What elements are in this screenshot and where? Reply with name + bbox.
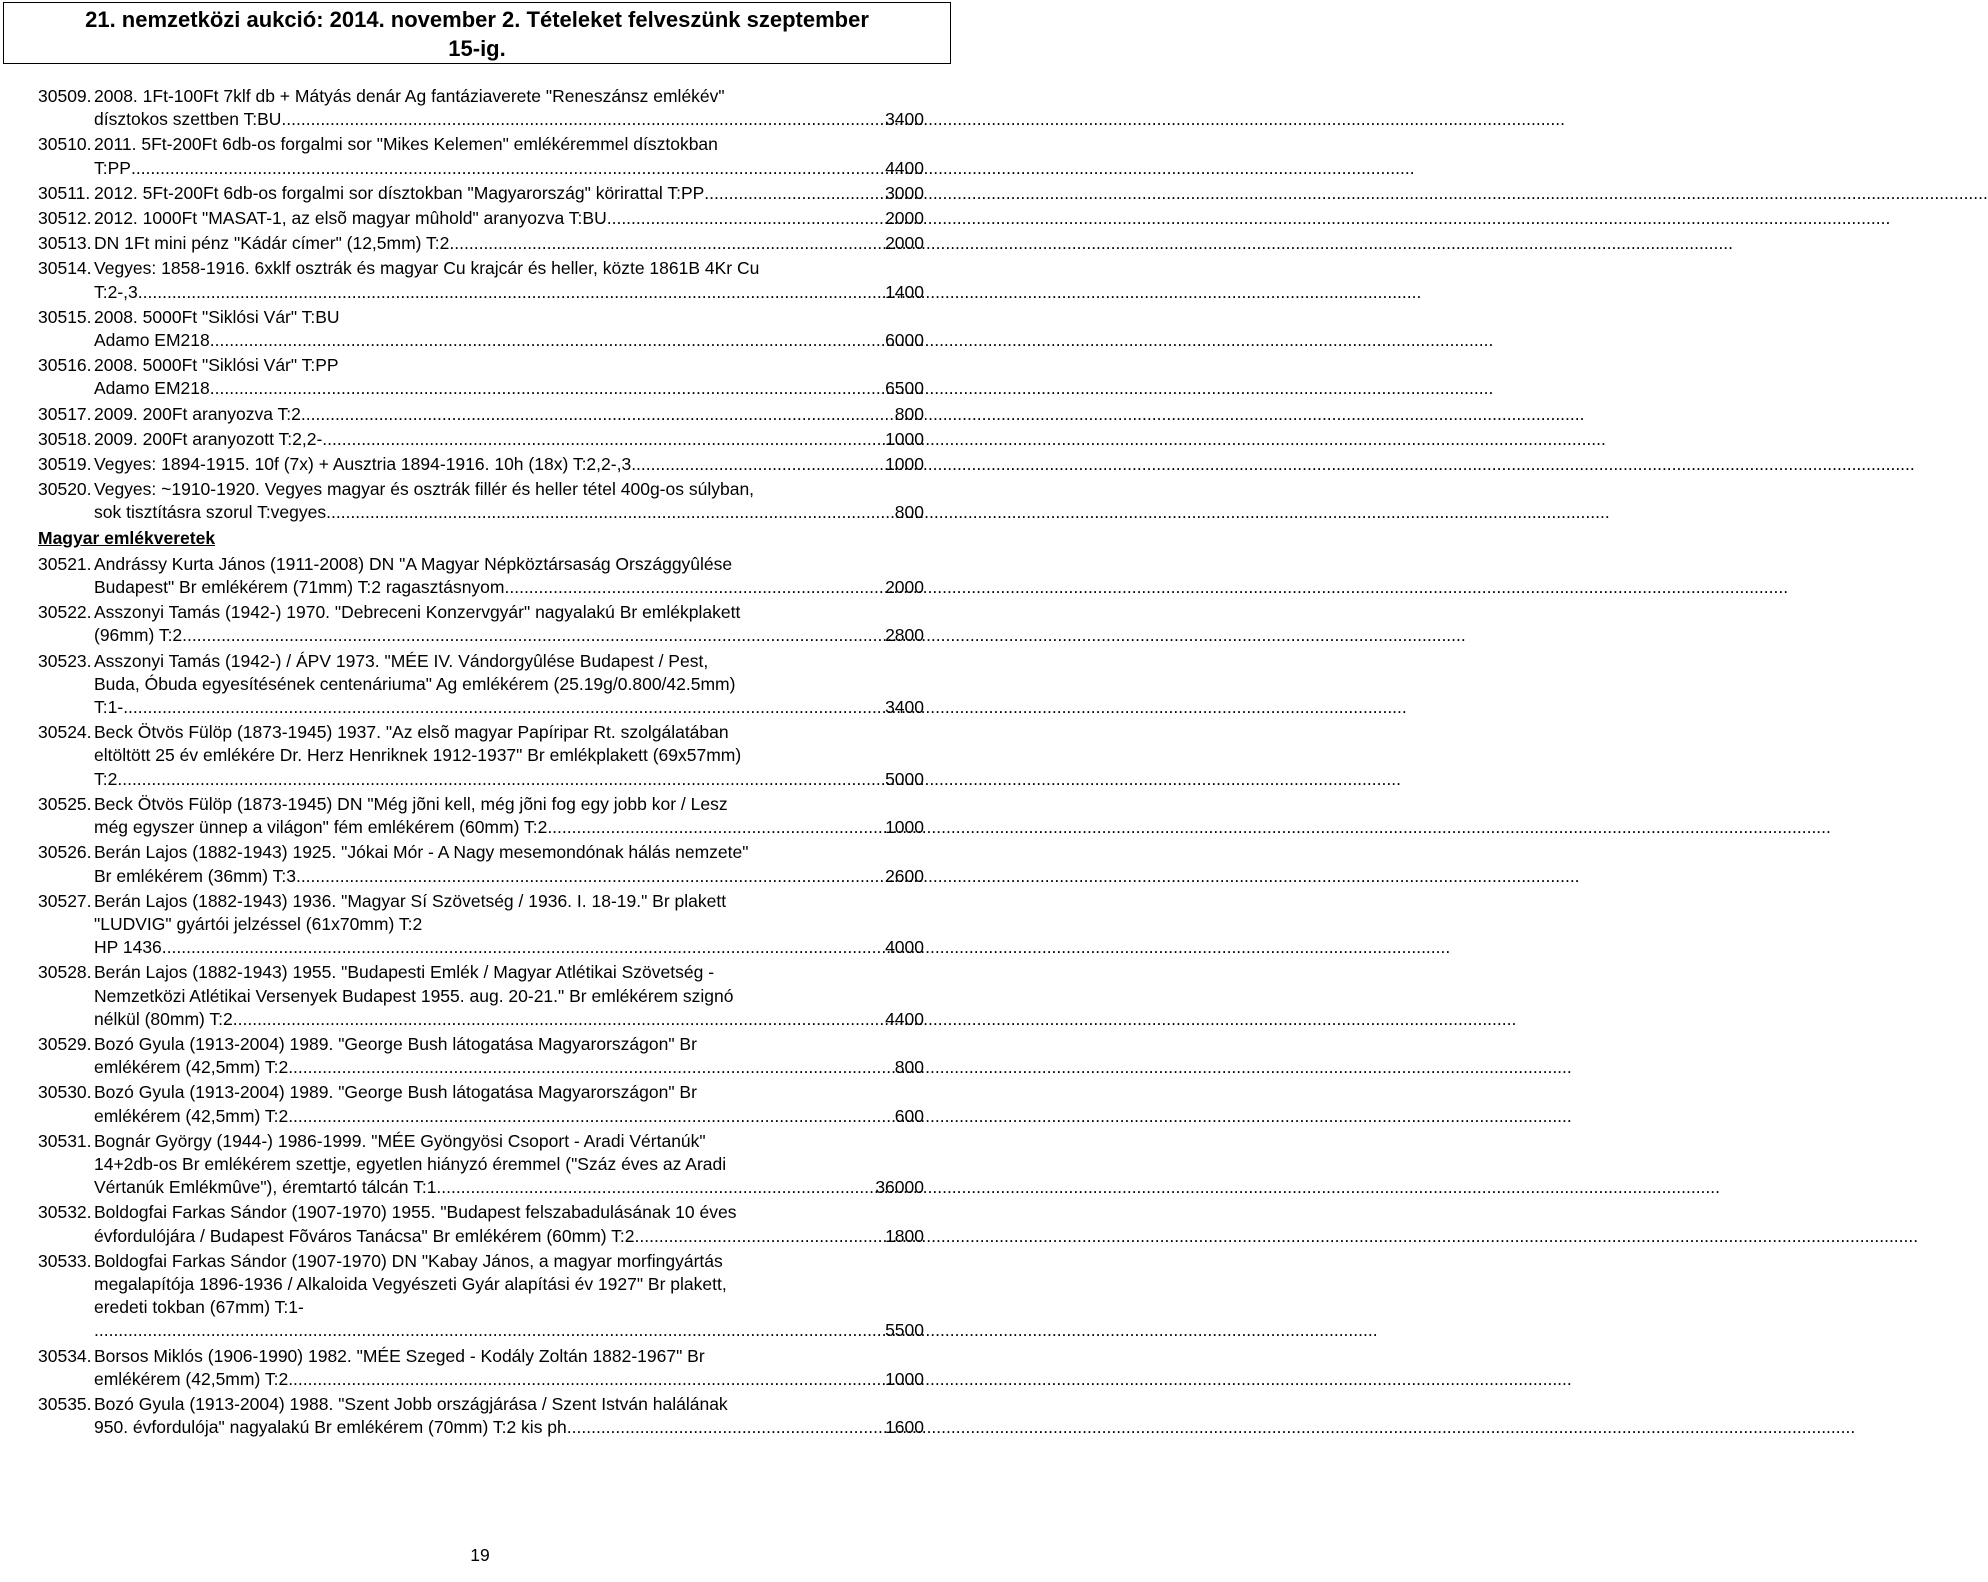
lot-text: Budapest" Br emlékérem (71mm) T:2 ragasztásnyom (94, 577, 505, 598)
lot-description-line (94, 306, 924, 329)
lot-description-line (94, 1056, 924, 1079)
lot-number: 30531. (38, 1130, 92, 1151)
lot-description-line (94, 961, 924, 984)
lot-entry (38, 961, 924, 1031)
dot-leader (635, 1225, 886, 1248)
lot-text: Bozó Gyula (1913-2004) 1988. "Szent Jobb országjárása / Szent István halálának (94, 1393, 728, 1414)
dot-leader (704, 182, 885, 205)
lot-text: Borsos Miklós (1906-1990) 1982. "MÉE Szeged - Kodály Zoltán 1882-1967" Br (94, 1345, 705, 1366)
lot-description-line (94, 257, 924, 280)
dot-leader (233, 1008, 885, 1031)
lot-text: évfordulójára / Budapest Fõváros Tanácsa" Br emlékérem (60mm) T:2 (94, 1225, 635, 1246)
lot-text: eltöltött 25 év emlékére Dr. Herz Henriknek 1912-1937" Br emlékplakett (69x57mm) (94, 745, 742, 766)
lot-text: emlékérem (42,5mm) T:2 (94, 1368, 289, 1389)
lot-number: 30533. (38, 1250, 92, 1271)
lot-description (88, 403, 924, 426)
lot-description (88, 85, 924, 131)
lot-text: 2008. 5000Ft "Siklósi Vár" T:PP (94, 355, 339, 376)
lot-description-line (94, 768, 924, 791)
lot-description-line (94, 133, 924, 156)
lot-price: 2000 (885, 233, 924, 254)
lot-description (88, 182, 924, 205)
lot-text: dísztokos szettben T:BU (94, 109, 282, 130)
lot-number: 30535. (38, 1393, 92, 1414)
dot-leader (301, 403, 895, 426)
lot-description (88, 721, 924, 791)
lot-price: 2600 (885, 865, 924, 886)
lot-description-line (94, 1225, 924, 1248)
lot-description-line (94, 1273, 924, 1296)
lot-text: emlékérem (42,5mm) T:2 (94, 1057, 289, 1078)
lot-entry (38, 841, 924, 887)
lot-description (88, 793, 924, 839)
lot-number: 30513. (38, 233, 92, 254)
lot-text: Nemzetközi Atlétikai Versenyek Budapest 1955. aug. 20-21." Br emlékérem szignó (94, 985, 734, 1006)
lot-description-line (94, 428, 924, 451)
lot-entry (38, 182, 924, 205)
lot-number: 30526. (38, 842, 92, 863)
dot-leader (210, 377, 885, 400)
lot-entry (38, 1250, 924, 1343)
lot-number: 30521. (38, 553, 92, 574)
lot-price: 1000 (885, 1368, 924, 1389)
lot-entry (38, 793, 924, 839)
lot-entry (38, 601, 924, 647)
lot-price: 1600 (885, 1417, 924, 1438)
lot-entry (38, 453, 924, 476)
lot-text: Bozó Gyula (1913-2004) 1989. "George Bush látogatása Magyarországon" Br (94, 1033, 697, 1054)
lot-description-line (94, 1033, 924, 1056)
dot-leader (547, 816, 885, 839)
lot-entry (38, 890, 924, 960)
lot-price: 800 (894, 1057, 924, 1078)
page-number: 19 (470, 1545, 490, 1565)
lot-number: 30519. (38, 454, 92, 475)
lot-entry (38, 428, 924, 451)
lot-number: 30511. (38, 182, 91, 203)
lot-description-line (94, 478, 924, 501)
lot-text: még egyszer ünnep a világon" fém emlékérem (60mm) T:2 (94, 817, 548, 838)
lot-description-line (94, 841, 924, 864)
lot-description (88, 553, 924, 599)
lot-description-line (94, 673, 924, 696)
lot-number: 30529. (38, 1033, 92, 1054)
lot-text: Adamo EM218 (94, 330, 210, 351)
lot-price: 1400 (885, 281, 924, 302)
lot-number: 30510. (38, 134, 92, 155)
lot-text: Beck Ötvös Fülöp (1873-1945) 1937. "Az elsõ magyar Papíripar Rt. szolgálatában (94, 722, 729, 743)
lot-number: 30516. (38, 355, 92, 376)
lot-description-line (94, 108, 924, 131)
lot-description (88, 257, 924, 303)
lot-text: Vegyes: ~1910-1920. Vegyes magyar és osztrák fillér és heller tétel 400g-os súlyban, (94, 479, 755, 500)
dot-leader (322, 428, 885, 451)
lot-price: 4000 (885, 937, 924, 958)
lot-text: sok tisztításra szorul T:vegyes (94, 502, 327, 523)
lot-text: (96mm) T:2 (94, 625, 183, 646)
lot-description-line (94, 281, 924, 304)
dot-leader (505, 576, 886, 599)
dot-leader (288, 1056, 895, 1079)
lot-description-line (94, 744, 924, 767)
lot-description (88, 1201, 924, 1247)
lot-price: 800 (894, 502, 924, 523)
lot-text: eredeti tokban (67mm) T:1- (94, 1297, 304, 1318)
lot-text: 2008. 5000Ft "Siklósi Vár" T:BU (94, 306, 340, 327)
lot-description (88, 1130, 924, 1200)
lot-text: 950. évfordulója" nagyalakú Br emlékérem (70mm) T:2 kis ph. (94, 1417, 572, 1438)
lot-text: Vértanúk Emlékmûve"), éremtartó tálcán T:1 (94, 1177, 437, 1198)
lot-description-line (94, 1105, 924, 1128)
lot-price: 36000 (875, 1177, 924, 1198)
lot-description-line (94, 501, 924, 524)
lot-description-line (94, 1176, 924, 1199)
lot-text: 2011. 5Ft-200Ft 6db-os forgalmi sor "Mikes Kelemen" emlékéremmel dísztokban (94, 134, 718, 155)
lot-entry (38, 553, 924, 599)
lot-entry (38, 1201, 924, 1247)
lot-price: 2000 (885, 577, 924, 598)
lot-description (88, 207, 924, 230)
lot-description-line (94, 721, 924, 744)
dot-leader (94, 1319, 885, 1342)
dot-leader (296, 865, 885, 888)
lot-number: 30520. (38, 479, 92, 500)
lot-text: Asszonyi Tamás (1942-) / ÁPV 1973. "MÉE IV. Vándorgyûlése Budapest / Pest, (94, 650, 709, 671)
lot-entry (38, 1130, 924, 1200)
lot-description-line (94, 696, 924, 719)
lot-text: megalapítója 1896-1936 / Alkaloida Vegyészeti Gyár alapítási év 1927" Br plakett, (94, 1273, 727, 1294)
lot-text: Br emlékérem (36mm) T:3 (94, 865, 296, 886)
dot-leader (326, 501, 895, 524)
lot-entry (38, 721, 924, 791)
lot-text: T:2 (94, 768, 118, 789)
lot-text: Vegyes: 1858-1916. 6xklf osztrák és magyar Cu krajcár és heller, közte 1861B 4Kr Cu (94, 258, 760, 279)
lot-description (88, 961, 924, 1031)
lot-price: 4400 (885, 157, 924, 178)
lot-description-line (94, 553, 924, 576)
lot-entry (38, 478, 924, 524)
lot-description-line (94, 1296, 924, 1319)
lot-entry (38, 1345, 924, 1391)
lot-number: 30523. (38, 650, 92, 671)
lot-description (88, 306, 924, 352)
lot-description (88, 1250, 924, 1343)
lot-entry (38, 1393, 924, 1439)
lot-description-line (94, 865, 924, 888)
lot-description (88, 650, 924, 720)
lot-text: Berán Lajos (1882-1943) 1955. "Budapesti Emlék / Magyar Atlétikai Szövetség - (94, 962, 715, 983)
lot-price: 1000 (885, 428, 924, 449)
lot-price: 6000 (885, 330, 924, 351)
dot-leader (288, 1368, 885, 1391)
lot-price: 6500 (885, 378, 924, 399)
lot-entry (38, 403, 924, 426)
lot-text: Adamo EM218 (94, 378, 210, 399)
lot-text: 2008. 1Ft-100Ft 7klf db + Mátyás denár Ag fantáziaverete "Reneszánsz emlékév" (94, 86, 725, 106)
dot-leader (117, 768, 885, 791)
lot-entry (38, 306, 924, 352)
lot-description-line (94, 816, 924, 839)
lot-text: T:PP (94, 157, 131, 178)
lot-text: Vegyes: 1894-1915. 10f (7x) + Ausztria 1894-1916. 10h (18x) T:2,2-,3 (94, 454, 632, 475)
lot-text: HP 1436. (94, 937, 167, 958)
lot-description-line (94, 1393, 924, 1416)
dot-leader (281, 108, 885, 131)
lot-number: 30522. (38, 602, 92, 623)
lot-description (88, 890, 924, 960)
lot-description (88, 354, 924, 400)
lot-text: 2009. 200Ft aranyozva T:2 (94, 403, 301, 424)
lot-description-line (94, 1368, 924, 1391)
lot-description-line (94, 1201, 924, 1224)
lot-description (88, 232, 924, 255)
lot-list (38, 85, 924, 1439)
lot-entry (38, 232, 924, 255)
lot-number: 30517. (38, 403, 92, 424)
banner-line-2: 15-ig. (448, 36, 506, 61)
lot-description (88, 601, 924, 647)
lot-description-line (94, 354, 924, 377)
lot-entry (38, 85, 924, 131)
lot-description (88, 428, 924, 451)
lot-description-line (94, 329, 924, 352)
dot-leader (288, 1105, 895, 1128)
lot-description (88, 133, 924, 179)
banner-line-1: 21. nemzetközi aukció: 2014. november 2. Tételeket felveszünk szeptember (85, 7, 869, 32)
dot-leader (182, 624, 885, 647)
lot-text: emlékérem (42,5mm) T:2 (94, 1105, 289, 1126)
lot-description-line (94, 453, 924, 476)
dot-leader (123, 696, 885, 719)
lot-entry (38, 257, 924, 303)
lot-entry (38, 1033, 924, 1079)
lot-price: 1000 (885, 454, 924, 475)
lot-number: 30527. (38, 890, 92, 911)
lot-description-line (94, 1081, 924, 1104)
lot-text: Andrássy Kurta János (1911-2008) DN "A Magyar Népköztársaság Országgyûlése (94, 553, 733, 574)
lot-description-line (94, 1416, 924, 1439)
lot-group-coins (38, 85, 924, 525)
lot-price: 600 (894, 1105, 924, 1126)
dot-leader (436, 1176, 875, 1199)
lot-description (88, 1393, 924, 1439)
lot-price: 1800 (885, 1225, 924, 1246)
lot-price: 800 (894, 403, 924, 424)
lot-description (88, 1081, 924, 1127)
lot-price: 1000 (885, 817, 924, 838)
lot-description-line (94, 650, 924, 673)
lot-description (88, 1345, 924, 1391)
lot-entry (38, 650, 924, 720)
lot-description-line (94, 207, 924, 230)
lot-text: Buda, Óbuda egyesítésének centenáriuma" Ag emlékérem (25.19g/0.800/42.5mm) (94, 673, 736, 694)
lot-text: Berán Lajos (1882-1943) 1925. "Jókai Mór - A Nagy mesemondónak hálás nemzete" (94, 842, 749, 863)
lot-description (88, 478, 924, 524)
lot-description-line (94, 1153, 924, 1176)
dot-leader (131, 157, 885, 180)
auction-banner (3, 2, 951, 64)
lot-number: 30518. (38, 428, 92, 449)
dot-leader (449, 232, 885, 255)
section-title: Magyar emlékveretek (38, 527, 216, 548)
dot-leader (167, 936, 885, 959)
lot-text: DN 1Ft mini pénz "Kádár címer" (12,5mm) T:2 (94, 233, 450, 254)
lot-number: 30525. (38, 793, 92, 814)
lot-text: 2009. 200Ft aranyozott T:2,2- (94, 428, 323, 449)
lot-number: 30530. (38, 1082, 92, 1103)
lot-description-line (94, 624, 924, 647)
lot-description-line (94, 182, 924, 205)
lot-description-line (94, 1345, 924, 1368)
lot-text: Boldogfai Farkas Sándor (1907-1970) 1955. "Budapest felszabadulásának 10 éves (94, 1202, 737, 1223)
lot-price: 3400 (885, 697, 924, 718)
lot-text: Bognár György (1944-) 1986-1999. "MÉE Gyöngyösi Csoport - Aradi Vértanúk" (94, 1130, 706, 1151)
lot-group-medals (38, 553, 924, 1440)
lot-number: 30532. (38, 1202, 92, 1223)
lot-price: 5500 (885, 1320, 924, 1341)
lot-description-line (94, 85, 924, 108)
lot-price: 3000 (885, 182, 924, 203)
lot-description-line (94, 936, 924, 959)
lot-description-line (94, 890, 924, 913)
lot-number: 30528. (38, 962, 92, 983)
lot-text: Berán Lajos (1882-1943) 1936. "Magyar Sí Szövetség / 1936. I. 18-19." Br plakett (94, 890, 727, 911)
lot-description-line (94, 1319, 924, 1342)
dot-leader (572, 1416, 885, 1439)
lot-description (88, 1033, 924, 1079)
lot-number: 30515. (38, 306, 92, 327)
dot-leader (631, 453, 885, 476)
lot-description-line (94, 601, 924, 624)
lot-text: 2012. 1000Ft "MASAT-1, az elsõ magyar mûhold" aranyozva T:BU (94, 208, 607, 229)
lot-text: T:1- (94, 697, 124, 718)
lot-entry (38, 354, 924, 400)
lot-text: nélkül (80mm) T:2 (94, 1008, 233, 1029)
lot-text: T:2-,3 (94, 281, 138, 302)
lot-price: 5000 (885, 768, 924, 789)
lot-description-line (94, 377, 924, 400)
lot-number: 30514. (38, 258, 92, 279)
lot-number: 30534. (38, 1345, 92, 1366)
lot-description-line (94, 1250, 924, 1273)
lot-description-line (94, 157, 924, 180)
dot-leader (210, 329, 885, 352)
lot-text: 14+2db-os Br emlékérem szettje, egyetlen hiányzó éremmel ("Száz éves az Aradi (94, 1153, 727, 1174)
lot-description (88, 841, 924, 887)
lot-entry (38, 1081, 924, 1127)
lot-text: "LUDVIG" gyártói jelzéssel (61x70mm) T:2 (94, 913, 423, 934)
lot-price: 3400 (885, 109, 924, 130)
lot-number: 30512. (38, 208, 92, 229)
lot-description-line (94, 232, 924, 255)
lot-entry (38, 207, 924, 230)
lot-text: 2012. 5Ft-200Ft 6db-os forgalmi sor dísztokban "Magyarország" körirattal T:PP (94, 182, 705, 203)
lot-entry (38, 133, 924, 179)
lot-number: 30524. (38, 722, 92, 743)
lot-description-line (94, 403, 924, 426)
lot-description-line (94, 1008, 924, 1031)
lot-text: Bozó Gyula (1913-2004) 1989. "George Bush látogatása Magyarországon" Br (94, 1082, 697, 1103)
lot-description-line (94, 793, 924, 816)
lot-description-line (94, 576, 924, 599)
lot-description-line (94, 1130, 924, 1153)
lot-description-line (94, 913, 924, 936)
dot-leader (607, 207, 885, 230)
lot-text: Asszonyi Tamás (1942-) 1970. "Debreceni Konzervgyár" nagyalakú Br emlékplakett (94, 602, 741, 623)
lot-price: 4400 (885, 1008, 924, 1029)
lot-number: 30509. (38, 86, 92, 106)
lot-text: Beck Ötvös Fülöp (1873-1945) DN "Még jõni kell, még jõni fog egy jobb kor / Lesz (94, 793, 728, 814)
lot-price: 2000 (885, 208, 924, 229)
lot-description (88, 453, 924, 476)
lot-description-line (94, 985, 924, 1008)
lot-text: Boldogfai Farkas Sándor (1907-1970) DN "Kabay János, a magyar morfingyártás (94, 1250, 723, 1271)
lot-price: 2800 (885, 625, 924, 646)
dot-leader (138, 281, 885, 304)
